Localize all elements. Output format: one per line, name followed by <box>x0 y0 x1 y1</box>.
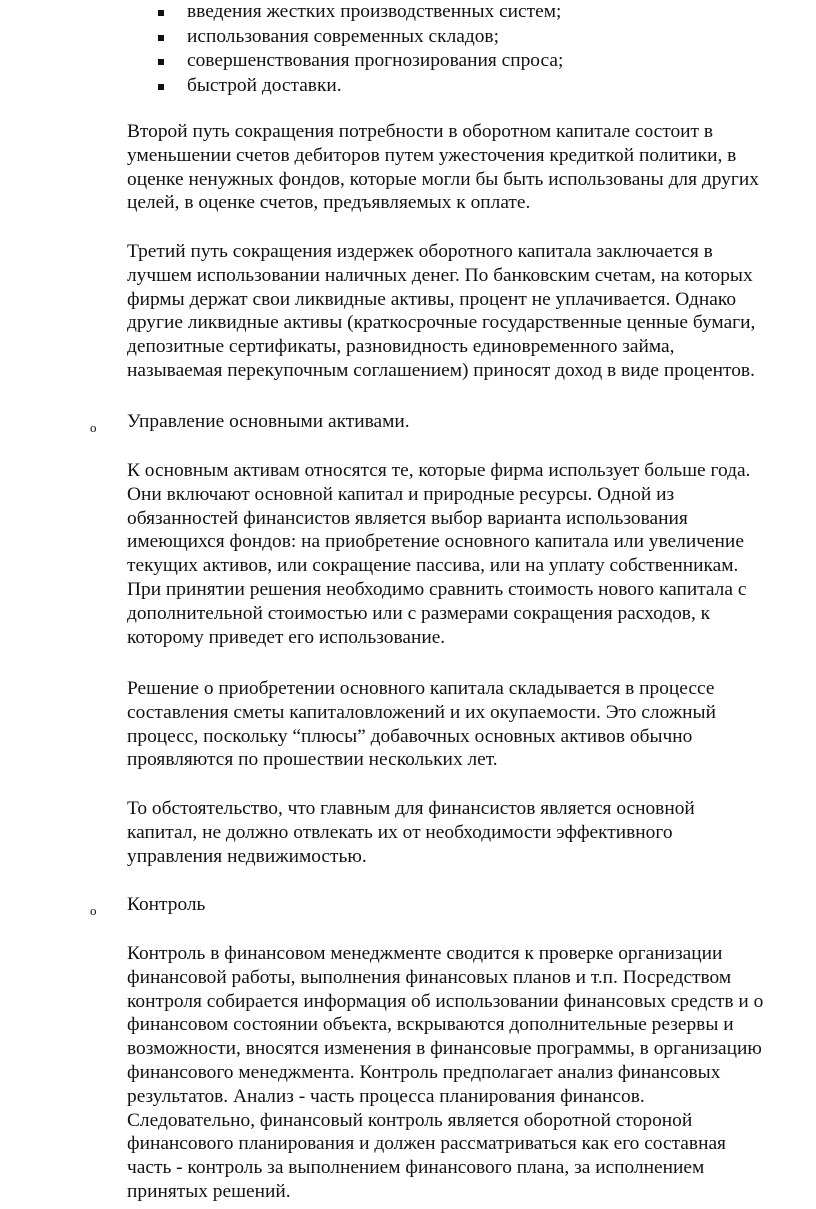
square-bullet-icon <box>158 84 164 90</box>
text-line: текущих активов, или сокращение пассива, или на уплату собственникам. <box>127 555 739 577</box>
text-line: уменьшении счетов дебиторов путем ужесточения кредиткой политики, в <box>127 144 737 166</box>
text-line: проявляются по прошествии нескольких лет. <box>127 749 498 771</box>
text-line: финансовой работы, выполнения финансовых планов и т.п. Посредством <box>127 966 732 988</box>
section-heading-fixed-assets: Управление основными активами. <box>127 411 410 432</box>
section-heading-control: Контроль <box>127 894 206 915</box>
text-line: фирмы держат свои ликвидные активы, процент не уплачивается. Однако <box>127 288 737 310</box>
text-line: депозитные сертификаты, разновидность единовременного займа, <box>127 336 675 358</box>
list-item <box>0 51 816 76</box>
text-line: финансового менеджмента. Контроль предполагает анализ финансовых <box>127 1061 721 1083</box>
text-line: оценке ненужных фондов, которые могли бы быть использованы для других <box>127 168 759 190</box>
text-line: То обстоятельство, что главным для финансистов является основной <box>127 798 695 819</box>
text-line: принятых решений. <box>127 1180 291 1202</box>
section-marker: o <box>90 420 97 435</box>
square-bullet-icon <box>158 10 164 16</box>
text-line: которому приведет его использование. <box>127 626 446 648</box>
text-line: Контроль в финансовом менеджменте сводится к проверке организации <box>127 943 723 964</box>
text-line: имеющихся фондов: на приобретение основного капитала или увеличение <box>127 531 744 553</box>
paragraph-fixed-assets-2 <box>127 677 811 772</box>
text-line: называемая перекупочным соглашением) приносят доход в виде процентов. <box>127 359 755 381</box>
list-item <box>0 27 816 52</box>
text-line: Они включают основной капитал и природные ресурсы. Одной из <box>127 483 675 505</box>
list-item-text: введения жестких производственных систем; <box>187 1 562 22</box>
text-line: Третий путь сокращения издержек оборотного капитала заключается в <box>127 241 713 262</box>
text-line: возможности, вносятся изменения в финансовые программы, в организацию <box>127 1038 762 1060</box>
text-line: другие ликвидные активы (краткосрочные государственные ценные бумаги, <box>127 312 756 334</box>
text-line: лучшем использовании наличных денег. По банковским счетам, на которых <box>127 264 753 286</box>
text-line: обязанностей финансистов является выбор варианта использования <box>127 507 688 529</box>
text-line: часть - контроль за выполнением финансового плана, за исполнением <box>127 1157 705 1179</box>
text-line: контроля собирается информация об использовании финансовых средств и о <box>127 990 764 1012</box>
text-line: капитал, не должно отвлекать их от необходимости эффективного <box>127 821 673 843</box>
text-line: составления сметы капиталовложений и их окупаемости. Это сложный <box>127 701 716 723</box>
paragraph-control <box>127 942 811 1204</box>
text-line: Решение о приобретении основного капитала складывается в процессе <box>127 678 715 699</box>
list-item-text: использования современных складов; <box>187 25 499 47</box>
paragraph-fixed-assets-1 <box>127 459 811 649</box>
text-line: целей, в оценке счетов, предъявляемых к оплате. <box>127 192 531 214</box>
text-line: дополнительной стоимостью или с размерами сокращения расходов, к <box>127 602 711 624</box>
text-line: При принятии решения необходимо сравнить стоимость нового капитала с <box>127 578 747 600</box>
square-bullet-icon <box>158 59 164 65</box>
paragraph-receivables <box>127 120 811 215</box>
text-line: процесс, поскольку “плюсы” добавочных основных активов обычно <box>127 725 693 747</box>
paragraph-fixed-assets-3 <box>127 797 811 868</box>
text-line: управления недвижимостью. <box>127 845 367 867</box>
text-line: К основным активам относятся те, которые фирма использует больше года. <box>127 460 751 481</box>
text-line: результатов. Анализ - часть процесса планирования финансов. <box>127 1085 645 1107</box>
text-line: Второй путь сокращения потребности в оборотном капитале состоит в <box>127 121 714 142</box>
text-line: финансовом состоянии объекта, вскрываются дополнительные резервы и <box>127 1014 734 1036</box>
text-line: Следовательно, финансовый контроль является оборотной стороной <box>127 1109 693 1131</box>
section-marker: o <box>90 903 97 918</box>
list-item-text: совершенствования прогнозирования спроса; <box>187 50 564 72</box>
list-item <box>0 2 816 27</box>
square-bullet-icon <box>158 35 164 41</box>
bullet-list <box>0 2 816 100</box>
list-item <box>0 76 816 101</box>
text-line: финансового планирования и должен рассматриваться как его составная <box>127 1133 726 1155</box>
list-item-text: быстрой доставки. <box>187 74 342 96</box>
paragraph-cash <box>127 240 811 383</box>
